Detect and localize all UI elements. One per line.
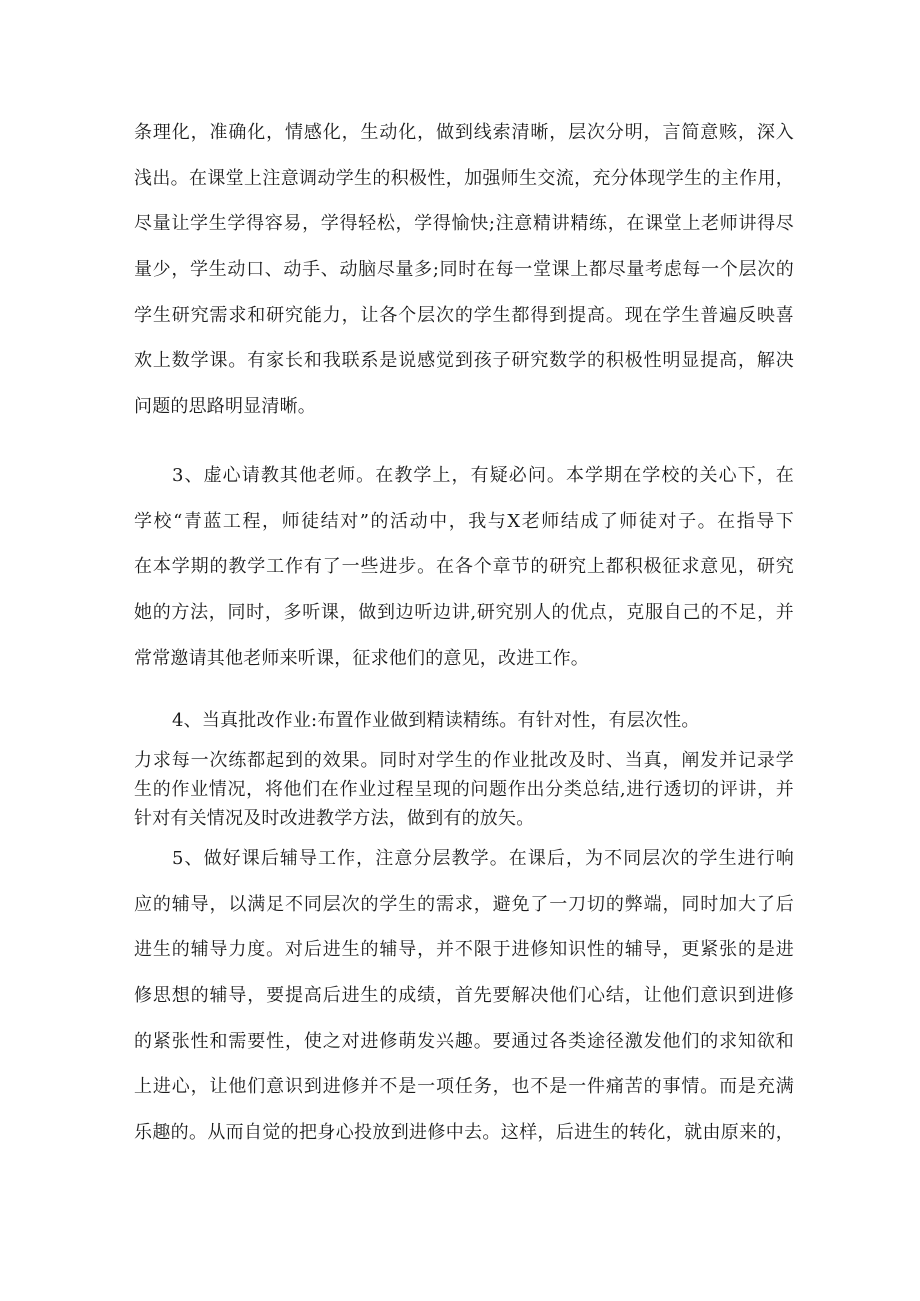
text-line: 进生的辅导力度。对后进生的辅导，并不限于进修知识性的辅导，更紧张的是进 bbox=[134, 939, 794, 961]
text-line: 3、虚心请教其他老师。在教学上，有疑必问。本学期在学校的关心下，在 bbox=[172, 465, 794, 486]
text-line: 生的作业情况，将他们在作业过程呈现的问题作出分类总结,进行透切的评讲，并 bbox=[134, 779, 794, 800]
paragraph-item-4 bbox=[134, 698, 794, 744]
text-line: 针对有关情况及时改进教学方法，做到有的放矢。 bbox=[134, 808, 535, 829]
text-line: 乐趣的。从而自觉的把身心投放到进修中去。这样，后进生的转化，就由原来的， bbox=[134, 1122, 794, 1144]
text-line: 问题的思路明显清晰。 bbox=[134, 396, 316, 418]
text-line: 常常邀请其他老师来听课，征求他们的意见，改进工作。 bbox=[134, 647, 589, 669]
text-line: 条理化，准确化，情感化，生动化，做到线索清晰，层次分明，言简意赅，深入 bbox=[134, 122, 794, 143]
paragraph-teaching-method bbox=[134, 110, 794, 430]
text-line: 4、当真批改作业:布置作业做到精读精练。有针对性，有层次性。 bbox=[172, 710, 700, 731]
paragraph-item-4-detail bbox=[134, 746, 794, 833]
text-line: 她的方法，同时，多听课，做到边听边讲,研究别人的优点，克服自己的不足，并 bbox=[134, 602, 794, 624]
text-line: 力求每一次练都起到的效果。同时对学生的作业批改及时、当真，阐发并记录学 bbox=[134, 750, 794, 771]
text-line: 应的辅导，以满足不同层次的学生的需求，避免了一刀切的弊端，同时加大了后 bbox=[134, 893, 794, 915]
text-line: 量少，学生动口、动手、动脑尽量多;同时在每一堂课上都尽量考虑每一个层次的 bbox=[134, 259, 794, 281]
text-line: 5、做好课后辅导工作，注意分层教学。在课后，为不同层次的学生进行响 bbox=[172, 848, 794, 869]
text-line: 修思想的辅导，要提高后进生的成绩，首先要解决他们心结，让他们意识到进修 bbox=[134, 985, 794, 1007]
text-line: 浅出。在课堂上注意调动学生的积极性，加强师生交流，充分体现学生的主作用， bbox=[134, 167, 794, 189]
text-line: 在本学期的教学工作有了一些进步。在各个章节的研究上都积极征求意见，研究 bbox=[134, 556, 794, 578]
text-line: 学校“青蓝工程，师徒结对”的活动中，我与X老师结成了师徒对子。在指导下 bbox=[134, 510, 794, 532]
paragraph-item-3 bbox=[134, 453, 794, 681]
text-line: 的紧张性和需要性，使之对进修萌发兴趣。要通过各类途径激发他们的求知欲和 bbox=[134, 1030, 794, 1052]
text-line: 学生研究需求和研究能力，让各个层次的学生都得到提高。现在学生普遍反映喜 bbox=[134, 304, 794, 326]
text-line: 上进心，让他们意识到进修并不是一项任务，也不是一件痛苦的事情。而是充满 bbox=[134, 1076, 794, 1098]
text-line: 尽量让学生学得容易，学得轻松，学得愉快;注意精讲精练，在课堂上老师讲得尽 bbox=[134, 213, 794, 235]
paragraph-item-5 bbox=[134, 836, 794, 1156]
text-line: 欢上数学课。有家长和我联系是说感觉到孩子研究数学的积极性明显提高，解决 bbox=[134, 350, 794, 372]
